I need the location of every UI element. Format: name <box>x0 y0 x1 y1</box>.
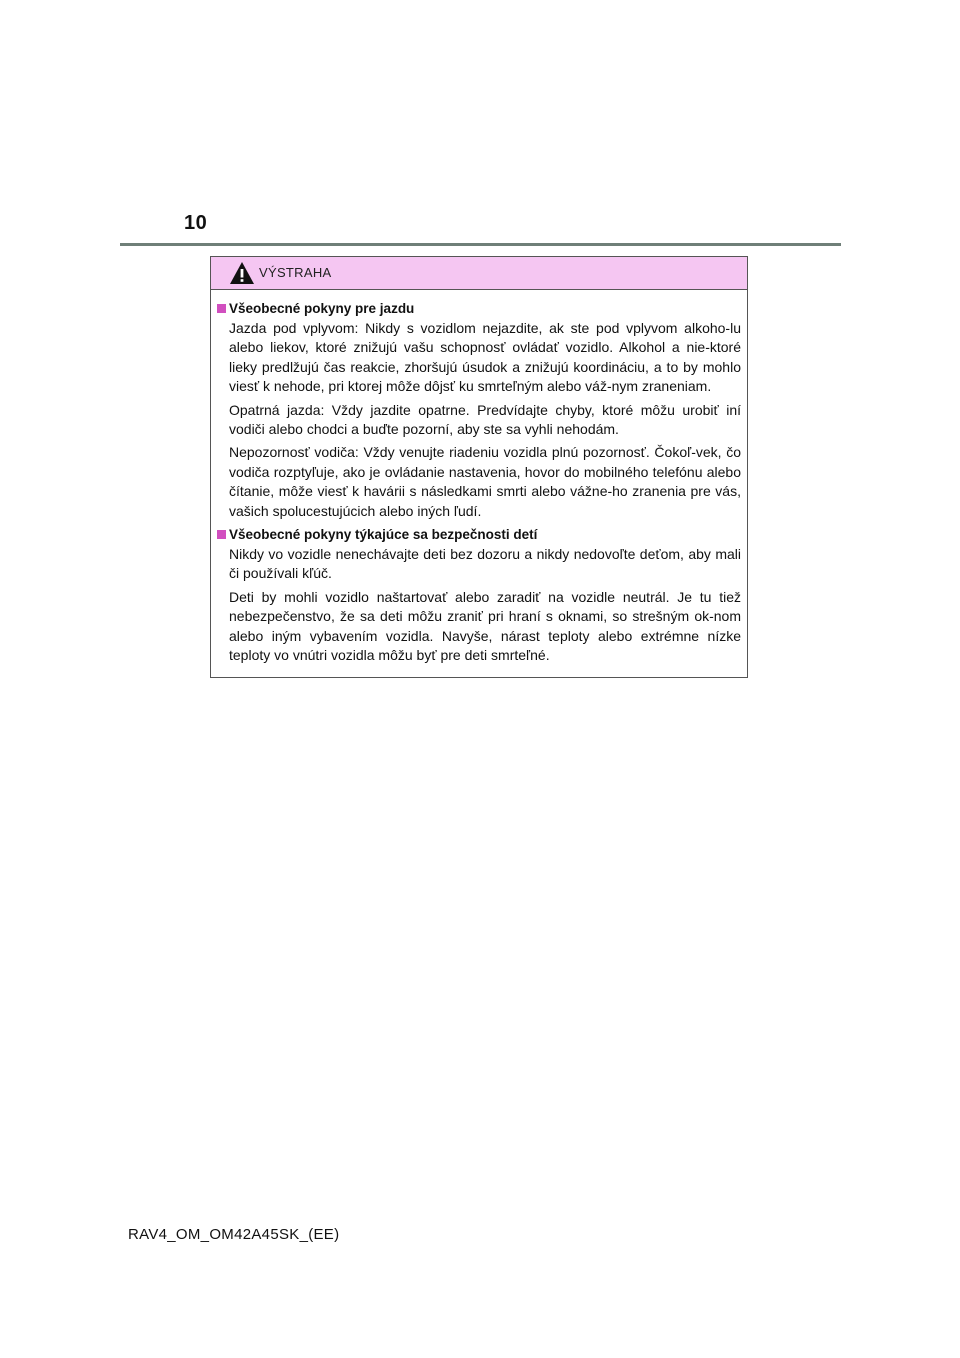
document-code: RAV4_OM_OM42A45SK_(EE) <box>128 1226 340 1243</box>
warning-header <box>211 257 747 290</box>
paragraph-influence: Jazda pod vplyvom: Nikdy s vozidlom nejazdite, ak ste pod vplyvom alkoho-lu alebo liekov, ktoré znižujú vašu schopnosť ovládať vozidlo. Alkohol a nie-ktoré lieky predlžujú čas reakcie, zhoršujú úsudok a znižujú koordináciu, a to by mohlo viesť k nehode, pri ktorej môže dôjsť ku smrteľným alebo váž-nym zraneniam. <box>229 320 741 395</box>
warning-title: VÝSTRAHA <box>259 265 332 280</box>
section-heading-child-safety <box>217 525 749 545</box>
section-heading-text: Všeobecné pokyny pre jazdu <box>229 301 415 316</box>
square-bullet-icon <box>217 304 226 313</box>
warning-triangle-icon <box>229 261 255 285</box>
paragraph-careful-driving: Opatrná jazda: Vždy jazdite opatrne. Predvídajte chyby, ktoré môžu urobiť iní vodiči alebo chodci a buďte pozorní, aby ste sa vyhli nehodám. <box>229 401 741 438</box>
section-heading-driving <box>217 299 749 319</box>
warning-body <box>211 299 749 666</box>
paragraph-driver-attention: Nepozornosť vodiča: Vždy venujte riadeniu vozidla plnú pozornosť. Čokoľ-vek, čo vodiča rozptyľuje, ako je ovládanie nastavenia, hovor do mobilného telefónu alebo čítanie, môže viesť k havárii s následkami smrti alebo vážne-ho zranenia pre vás, vašich spolucestujúcich alebo iných ľudí. <box>229 444 741 519</box>
warning-box <box>210 256 748 678</box>
square-bullet-icon <box>217 530 226 539</box>
section-heading-text: Všeobecné pokyny týkajúce sa bezpečnosti detí <box>229 527 538 543</box>
paragraph-unattended-children: Nikdy vo vozidle nenechávajte deti bez dozoru a nikdy nedovoľte deťom, aby mali či používali kľúč. <box>229 546 741 582</box>
paragraph-child-hazards: Deti by mohli vozidlo naštartovať alebo zaradiť na vozidle neutrál. Je tu tiež nebezpečenstvo, že sa deti môžu zraniť pri hraní s oknami, so strešným ok-nom alebo iným vybavením vozidla. Navyše, nárast teploty alebo extrémne nízke teploty vo vnútri vozidla môžu byť pre deti smrteľné. <box>229 588 741 664</box>
page-number: 10 <box>184 212 208 234</box>
header-rule <box>120 243 841 246</box>
